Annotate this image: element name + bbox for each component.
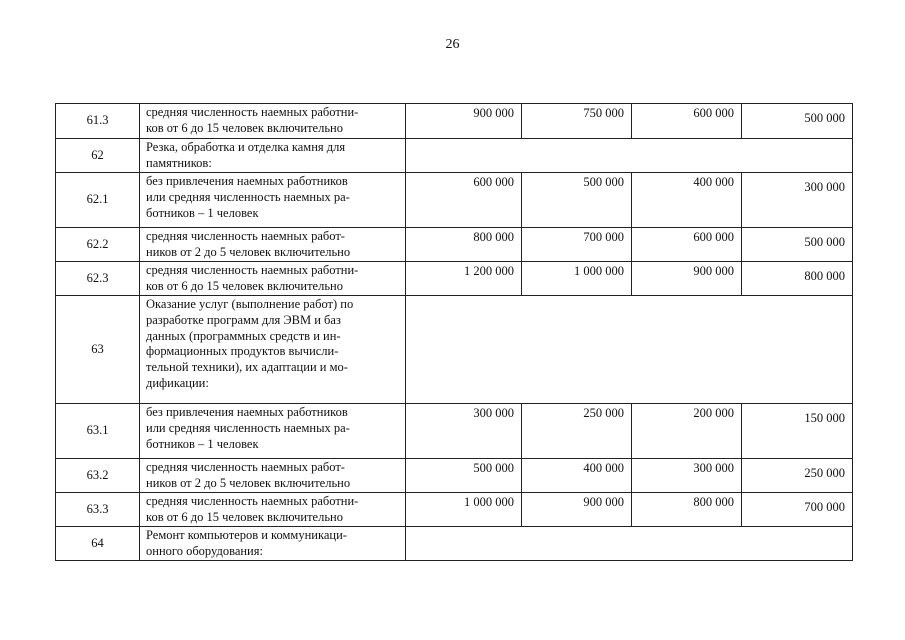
description-line: Резка, обработка и отделка камня для — [146, 140, 346, 154]
row-description — [140, 493, 406, 527]
rate-value: 1 000 000 — [522, 262, 632, 296]
rate-value: 900 000 — [406, 104, 522, 139]
rate-value: 900 000 — [632, 262, 742, 296]
description-line: средняя численность наемных работни- — [146, 494, 359, 508]
description-line: данных (программных средств и ин- — [146, 328, 341, 343]
row-description — [140, 104, 406, 139]
description-line: дификации: — [146, 375, 209, 390]
rate-value: 750 000 — [522, 104, 632, 139]
description-line: разработке программ для ЭВМ и баз — [146, 312, 341, 327]
rate-value: 800 000 — [632, 493, 742, 527]
table-row — [56, 228, 853, 262]
rate-value: 300 000 — [632, 459, 742, 493]
description-line: тельной техники), их адаптации и мо- — [146, 360, 348, 375]
rate-value: 150 000 — [742, 404, 853, 459]
row-description — [140, 527, 406, 561]
row-description — [140, 262, 406, 296]
row-description — [140, 173, 406, 228]
rate-value: 250 000 — [522, 404, 632, 459]
row-number: 63 — [56, 296, 140, 404]
rate-value: 600 000 — [406, 173, 522, 228]
row-number: 63.2 — [56, 459, 140, 493]
rate-value: 500 000 — [742, 228, 853, 262]
description-line: без привлечения наемных работников — [146, 405, 348, 419]
description-line: Оказание услуг (выполнение работ) по — [146, 297, 354, 311]
rates-table-body — [56, 104, 853, 561]
row-number: 61.3 — [56, 104, 140, 139]
table-row — [56, 173, 853, 228]
rate-value: 200 000 — [632, 404, 742, 459]
row-number: 62 — [56, 139, 140, 173]
row-number: 64 — [56, 527, 140, 561]
description-line: памятников: — [146, 155, 212, 170]
row-number: 62.2 — [56, 228, 140, 262]
rate-value: 600 000 — [632, 228, 742, 262]
description-line: средняя численность наемных работ- — [146, 229, 345, 243]
row-description — [140, 139, 406, 173]
table-row — [56, 459, 853, 493]
row-description — [140, 296, 406, 404]
description-line: ников от 2 до 5 человек включительно — [146, 244, 351, 259]
row-description — [140, 228, 406, 262]
table-row — [56, 296, 853, 404]
rate-value: 500 000 — [742, 104, 853, 139]
empty-value-cell — [406, 139, 853, 173]
description-line: ботников – 1 человек — [146, 436, 259, 451]
rate-value: 300 000 — [742, 173, 853, 228]
row-number: 62.3 — [56, 262, 140, 296]
rate-value: 250 000 — [742, 459, 853, 493]
description-line: ков от 6 до 15 человек включительно — [146, 509, 343, 524]
rate-value: 700 000 — [742, 493, 853, 527]
rate-value: 700 000 — [522, 228, 632, 262]
description-line: средняя численность наемных работни- — [146, 263, 359, 277]
table-row — [56, 262, 853, 296]
rate-value: 400 000 — [632, 173, 742, 228]
description-line: ников от 2 до 5 человек включительно — [146, 475, 351, 490]
description-line: ботников – 1 человек — [146, 205, 259, 220]
row-number: 63.3 — [56, 493, 140, 527]
empty-value-cell — [406, 296, 853, 404]
description-line: без привлечения наемных работников — [146, 174, 348, 188]
description-line: онного оборудования: — [146, 543, 263, 558]
description-line: средняя численность наемных работни- — [146, 105, 359, 119]
description-line: средняя численность наемных работ- — [146, 460, 345, 474]
description-line: или средняя численность наемных ра- — [146, 189, 350, 204]
description-line: формационных продуктов вычисли- — [146, 344, 339, 359]
description-line: или средняя численность наемных ра- — [146, 420, 350, 435]
row-number: 63.1 — [56, 404, 140, 459]
rate-value: 600 000 — [632, 104, 742, 139]
row-number: 62.1 — [56, 173, 140, 228]
empty-value-cell — [406, 527, 853, 561]
row-description — [140, 404, 406, 459]
description-line: ков от 6 до 15 человек включительно — [146, 120, 343, 135]
description-line: Ремонт компьютеров и коммуникаци- — [146, 528, 347, 542]
description-line: ков от 6 до 15 человек включительно — [146, 278, 343, 293]
table-row — [56, 404, 853, 459]
rate-value: 500 000 — [406, 459, 522, 493]
table-row — [56, 104, 853, 139]
rate-value: 800 000 — [742, 262, 853, 296]
rate-value: 400 000 — [522, 459, 632, 493]
rate-value: 900 000 — [522, 493, 632, 527]
rate-value: 300 000 — [406, 404, 522, 459]
rate-value: 1 200 000 — [406, 262, 522, 296]
rate-value: 1 000 000 — [406, 493, 522, 527]
table-row — [56, 493, 853, 527]
rate-value: 800 000 — [406, 228, 522, 262]
rate-value: 500 000 — [522, 173, 632, 228]
row-description — [140, 459, 406, 493]
page-number: 26 — [445, 37, 460, 52]
table-row — [56, 527, 853, 561]
rates-table — [55, 103, 853, 561]
table-row — [56, 139, 853, 173]
